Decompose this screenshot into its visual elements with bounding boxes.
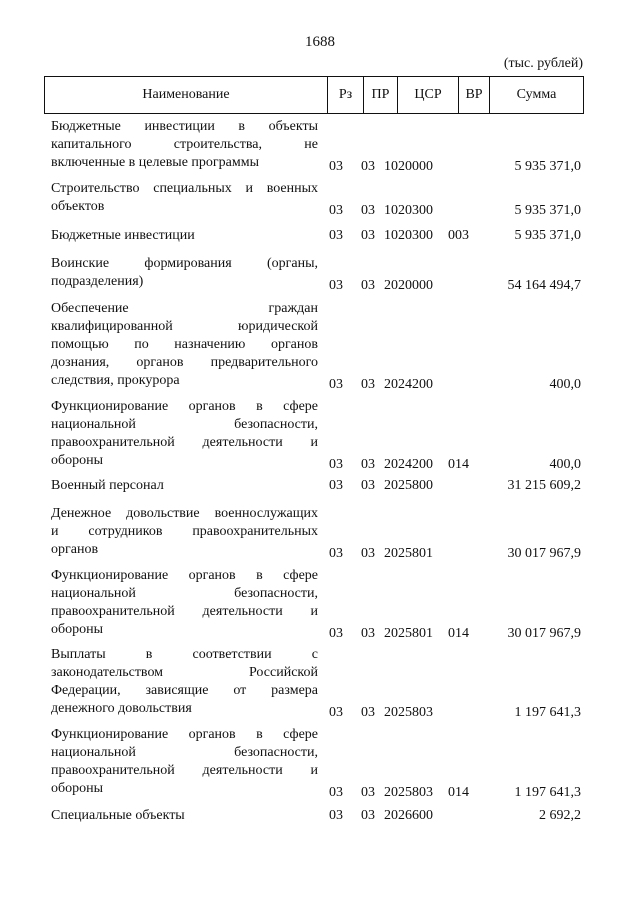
row-rz: 03 — [329, 478, 343, 493]
row-rz: 03 — [329, 159, 343, 174]
row-name-line: Специальные объекты — [51, 808, 185, 823]
row-csr: 1020300 — [384, 203, 433, 218]
header-csr: ЦСР — [398, 77, 459, 113]
row-name — [51, 118, 318, 172]
row-sum: 5 935 371,0 — [514, 228, 581, 243]
row-sum: 5 935 371,0 — [514, 159, 581, 174]
page-number: 1688 — [305, 34, 335, 50]
units-label: (тыс. рублей) — [503, 56, 583, 71]
row-csr: 2025801 — [384, 546, 433, 561]
row-name-line: Выплаты в соответствии с — [51, 647, 318, 662]
row-name-line: дознания, органов предварительного — [51, 355, 318, 370]
row-name-line: национальной безопасности, — [51, 586, 318, 601]
header-pr: ПР — [364, 77, 398, 113]
row-csr: 2024200 — [384, 377, 433, 392]
row-pr: 03 — [361, 278, 375, 293]
row-name-line: правоохранительной деятельности и — [51, 604, 318, 619]
row-rz: 03 — [329, 203, 343, 218]
row-name-line: национальной безопасности, — [51, 745, 318, 760]
row-pr: 03 — [361, 785, 375, 800]
row-rz: 03 — [329, 785, 343, 800]
row-rz: 03 — [329, 808, 343, 823]
row-vr: 014 — [448, 785, 469, 800]
row-name-line: Бюджетные инвестиции в объекты — [51, 119, 318, 134]
header-sum: Сумма — [490, 77, 584, 113]
row-name — [51, 567, 318, 639]
row-vr: 014 — [448, 626, 469, 641]
row-csr: 1020000 — [384, 159, 433, 174]
row-name — [51, 646, 318, 718]
row-pr: 03 — [361, 228, 375, 243]
row-pr: 03 — [361, 203, 375, 218]
row-name-line: Федерации, зависящие от размера — [51, 683, 318, 698]
row-name-line: Строительство специальных и военных — [51, 181, 318, 196]
row-name-line: включенные в целевые программы — [51, 155, 260, 170]
row-name-line: правоохранительной деятельности и — [51, 435, 318, 450]
row-name-line: Функционирование органов в сфере — [51, 568, 318, 583]
row-name-line: Функционирование органов в сфере — [51, 399, 318, 414]
row-pr: 03 — [361, 705, 375, 720]
row-name-line: Функционирование органов в сфере — [51, 727, 318, 742]
row-name — [51, 180, 318, 216]
row-pr: 03 — [361, 159, 375, 174]
row-csr: 1020300 — [384, 228, 433, 243]
row-name-line: следствия, прокурора — [51, 373, 180, 388]
row-vr: 003 — [448, 228, 469, 243]
row-pr: 03 — [361, 546, 375, 561]
row-name-line: органов — [51, 542, 99, 557]
row-name-line: Бюджетные инвестиции — [51, 228, 195, 243]
row-rz: 03 — [329, 546, 343, 561]
row-name-line: обороны — [51, 453, 104, 468]
row-rz: 03 — [329, 457, 343, 472]
row-vr: 014 — [448, 457, 469, 472]
row-name-line: подразделения) — [51, 274, 144, 289]
row-csr: 2025803 — [384, 705, 433, 720]
header-vr: ВР — [459, 77, 490, 113]
row-csr: 2025800 — [384, 478, 433, 493]
row-name — [51, 726, 318, 798]
row-name-line: Военный персонал — [51, 478, 164, 493]
row-name — [51, 300, 318, 390]
row-csr: 2020000 — [384, 278, 433, 293]
row-pr: 03 — [361, 626, 375, 641]
row-name — [51, 807, 318, 825]
row-name — [51, 505, 318, 559]
row-name-line: и сотрудников правоохранительных — [51, 524, 318, 539]
row-sum: 400,0 — [549, 457, 581, 472]
row-sum: 2 692,2 — [539, 808, 581, 823]
row-name — [51, 227, 318, 245]
row-name-line: помощью по назначению органов — [51, 337, 318, 352]
row-name-line: квалифицированной юридической — [51, 319, 318, 334]
row-sum: 1 197 641,3 — [514, 785, 581, 800]
row-sum: 30 017 967,9 — [507, 546, 581, 561]
row-name-line: национальной безопасности, — [51, 417, 318, 432]
row-sum: 400,0 — [549, 377, 581, 392]
row-sum: 30 017 967,9 — [507, 626, 581, 641]
row-name-line: обороны — [51, 781, 104, 796]
row-name — [51, 398, 318, 470]
row-name-line: объектов — [51, 199, 105, 214]
row-csr: 2024200 — [384, 457, 433, 472]
row-rz: 03 — [329, 278, 343, 293]
row-name-line: Воинские формирования (органы, — [51, 256, 318, 271]
row-name-line: законодательством Российской — [51, 665, 318, 680]
row-name-line: Обеспечение граждан — [51, 301, 318, 316]
row-pr: 03 — [361, 457, 375, 472]
row-rz: 03 — [329, 705, 343, 720]
row-pr: 03 — [361, 478, 375, 493]
row-name-line: Денежное довольствие военнослужащих — [51, 506, 318, 521]
row-sum: 54 164 494,7 — [507, 278, 581, 293]
row-rz: 03 — [329, 377, 343, 392]
header-name: Наименование — [45, 77, 328, 113]
row-pr: 03 — [361, 808, 375, 823]
row-sum: 31 215 609,2 — [507, 478, 581, 493]
row-name-line: денежного довольствия — [51, 701, 192, 716]
row-name — [51, 477, 318, 495]
row-sum: 1 197 641,3 — [514, 705, 581, 720]
table-header — [44, 76, 584, 114]
row-csr: 2026600 — [384, 808, 433, 823]
row-name-line: правоохранительной деятельности и — [51, 763, 318, 778]
row-sum: 5 935 371,0 — [514, 203, 581, 218]
row-name-line: капитального строительства, не — [51, 137, 318, 152]
row-csr: 2025801 — [384, 626, 433, 641]
row-rz: 03 — [329, 626, 343, 641]
row-rz: 03 — [329, 228, 343, 243]
row-csr: 2025803 — [384, 785, 433, 800]
header-rz: Рз — [328, 77, 364, 113]
row-name — [51, 255, 318, 291]
row-name-line: обороны — [51, 622, 104, 637]
row-pr: 03 — [361, 377, 375, 392]
